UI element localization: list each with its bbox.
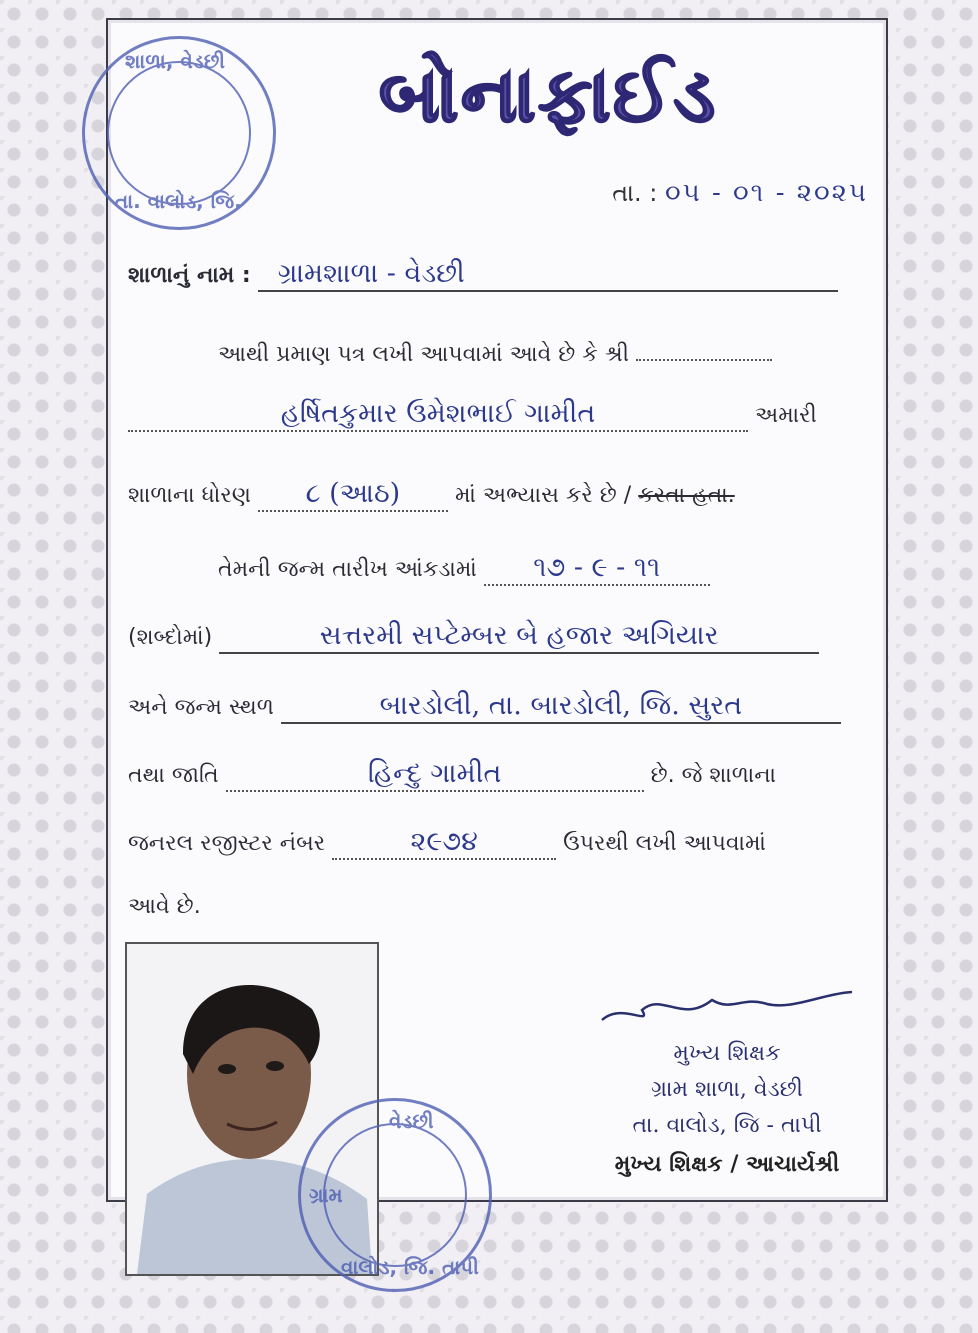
signature-line-3: તા. વાલોડ, જિ - તાપી	[632, 1113, 822, 1138]
certificate-line-1	[218, 342, 872, 367]
stamp2-top-text: વેડછી	[389, 1109, 434, 1133]
stamp-top-text: શાળા, વેડછી	[125, 49, 226, 73]
line1-text: આથી પ્રમાણ પત્ર લખી આપવામાં આવે છે કે શ્રી	[218, 342, 630, 367]
date-label: તા. :	[612, 179, 658, 207]
stamp2-bottom-text: વાલોડ, જિ. તાપી	[341, 1255, 479, 1279]
line7-suffix: છે. જે શાળાના	[650, 763, 777, 788]
line3-prefix: શાળાના ધોરણ	[128, 483, 251, 508]
school-name-row	[128, 258, 872, 292]
signature-line-1: મુખ્ય શિક્ષક	[673, 1041, 781, 1066]
certificate-line-9: આવે છે.	[128, 894, 201, 919]
certificate-line-4	[218, 552, 872, 586]
line3-struck: કરતા હતા.	[638, 483, 735, 508]
birth-place: બારડોલી, તા. બારડોલી, જિ. સુરત	[281, 690, 841, 724]
certificate-date	[612, 178, 868, 209]
school-name-label: શાળાનું નામ :	[128, 263, 251, 288]
line7-prefix: તથા જાતિ	[128, 763, 219, 788]
date-value: ૦૫ - ૦૧ - ૨૦૨૫	[664, 178, 868, 208]
stamp-bottom-text: તા. વાલોડ, જિ.	[115, 189, 242, 213]
certificate-line-2	[128, 398, 872, 432]
certificate-line-6	[128, 690, 872, 724]
line8-suffix: ઉપરથી લખી આપવામાં	[563, 831, 766, 856]
signature-block	[592, 982, 862, 1177]
school-seal-top	[82, 36, 276, 230]
student-name: હર્ષિતકુમાર ઉમેશભાઈ ગામીત	[128, 398, 748, 432]
standard-value: ૮ (આઠ)	[258, 478, 448, 512]
certificate-title: બોનાફાઈડ	[378, 50, 718, 139]
line4-prefix: તેમની જન્મ તારીખ આંકડામાં	[218, 557, 477, 582]
line2-suffix: અમારી	[755, 403, 817, 428]
birth-date-digits: ૧૭ - ૯ - ૧૧	[484, 552, 710, 586]
school-seal-bottom	[298, 1098, 492, 1292]
school-name-value: ગ્રામશાળા - વેડછી	[258, 258, 838, 292]
line8-prefix: જનરલ રજીસ્ટર નંબર	[128, 831, 326, 856]
caste-value: હિન્દુ ગામીત	[226, 758, 644, 792]
certificate-line-7	[128, 758, 872, 792]
birth-date-words: સત્તરમી સપ્ટેમ્બર બે હજાર અગિયાર	[219, 620, 819, 654]
certificate-line-5	[128, 620, 872, 654]
stamp2-left-text: ગ્રામ	[309, 1183, 343, 1207]
register-number: ૨૯૭૪	[332, 826, 556, 860]
signature-scrawl	[592, 982, 862, 1032]
signature-title: મુખ્ય શિક્ષક / આચાર્યશ્રી	[614, 1152, 840, 1177]
signature-line-2: ગ્રામ શાળા, વેડછી	[651, 1077, 803, 1102]
line5-prefix: (શબ્દોમાં)	[128, 625, 213, 650]
certificate-line-8	[128, 826, 872, 860]
certificate-line-3	[128, 478, 872, 512]
line6-prefix: અને જન્મ સ્થળ	[128, 695, 274, 720]
line3-suffix: માં અભ્યાસ કરે છે /	[454, 483, 632, 508]
